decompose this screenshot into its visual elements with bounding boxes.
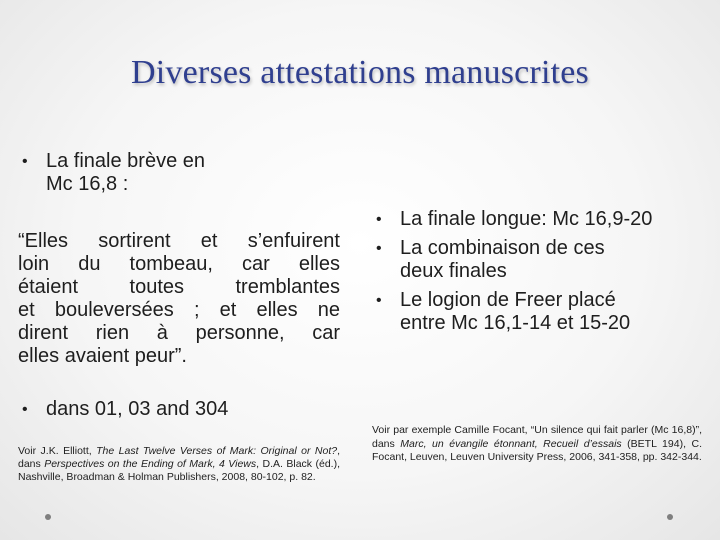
bullet-text-line: Mc 16,8 : (46, 173, 129, 195)
ref-book-title: The Last Twelve Verses of Mark: Original or Not? (96, 445, 338, 457)
bullet-dot-icon: • (22, 401, 28, 418)
ref-text: Voir par exemple Camille Focant, “Un silence qui fait parler (Mc 16,8)”, dans (372, 424, 702, 450)
bullet-dot-icon: • (376, 292, 382, 309)
bullet-dot-icon: • (376, 211, 382, 228)
left-column (18, 150, 340, 484)
bullet-dot-icon: • (376, 240, 382, 257)
reference-focant (372, 424, 702, 465)
reference-elliott (18, 445, 340, 484)
bullet-dot-icon: • (22, 153, 28, 170)
quote-line: “Elles sortirent et s’enfuirent (18, 230, 340, 252)
ref-book-title: Marc, un évangile étonnant, Recueil d’essais (400, 437, 622, 450)
bullet-text-line: entre Mc 16,1-14 et 15-20 (400, 312, 631, 334)
bullet-text-line: La finale brève en (46, 150, 206, 172)
bullet-manuscripts (18, 398, 340, 421)
bullet-text-line: deux finales (400, 260, 507, 282)
ref-text: (BETL 194), C. Focant, Leuven, Leuven University Press, 2006, 341-358, pp. 342-344. (372, 437, 702, 463)
quote-line: elles avaient peur”. (18, 345, 187, 367)
quote-line: étaient toutes tremblantes (18, 276, 340, 298)
quote-line: et bouleversées ; et elles ne (18, 299, 340, 321)
corner-dot-icon (45, 514, 51, 520)
bullet-text-line: La combinaison de ces (400, 237, 605, 259)
bullet-freer-logion (372, 289, 702, 335)
ref-text: Voir J.K. Elliott, (18, 445, 97, 457)
corner-dot-icon (667, 514, 673, 520)
bullet-text-line: Le logion de Freer placé (400, 289, 616, 311)
bullet-short-ending (18, 150, 340, 196)
bullet-text-line: dans 01, 03 and 304 (46, 398, 229, 420)
quote-line: dirent rien à personne, car (18, 322, 340, 344)
bullet-text-line: La finale longue: Mc 16,9-20 (400, 208, 653, 230)
bullet-long-ending (372, 208, 702, 231)
mark-quote (18, 230, 340, 368)
ref-book-title: Perspectives on the Ending of Mark, 4 Views (44, 458, 257, 470)
right-column (372, 208, 702, 341)
ref-text: , D.A. Black (éd.), Nashville, Broadman & Holman Publishers, 2008, 80-102, p. 82. (18, 458, 340, 483)
quote-line: loin du tombeau, car elles (18, 253, 340, 275)
slide-title: Diverses attestations manuscrites (131, 54, 589, 91)
bullet-combination (372, 237, 702, 283)
ref-text: , dans (18, 445, 340, 470)
